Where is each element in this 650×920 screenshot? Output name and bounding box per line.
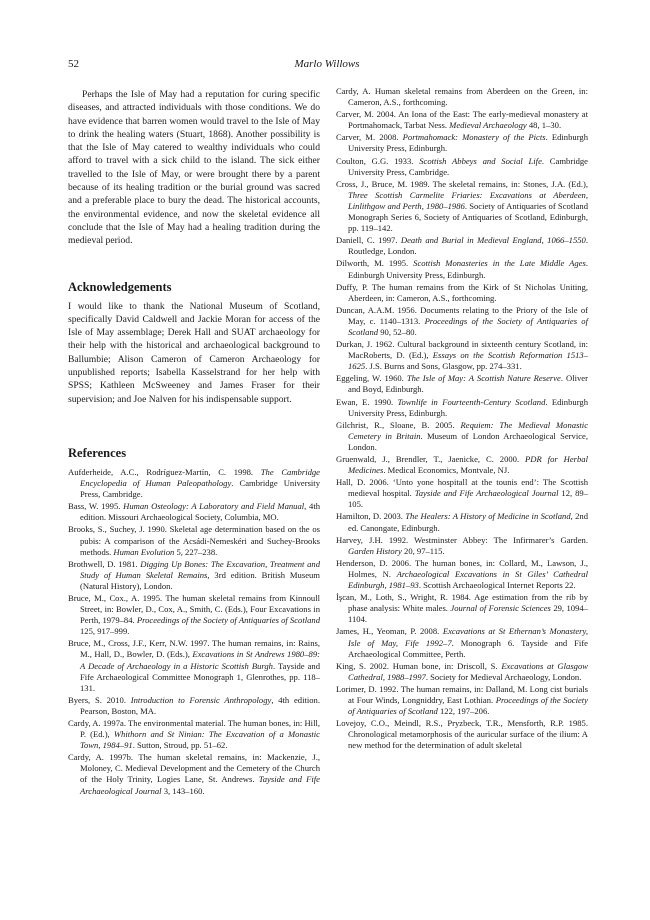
reference-entry [68, 501, 320, 523]
reference-text: Harvey, J.H. 1992. Westminster Abbey: The Infirmarer’s Garden. [336, 534, 588, 545]
reference-title: Requiem: The Medieval Monastic Cemetery in Britain [348, 419, 589, 441]
reference-title: Proceedings of the Society of Antiquaries of Scotland [348, 694, 588, 717]
reference-entry [68, 638, 320, 693]
reference-tail: . Oliver and Boyd, Edinburgh. [348, 373, 588, 395]
reference-entry [336, 109, 588, 131]
reference-text: Lorimer, D. 1992. The human remains, in: Dalland, M. Long cist burials at Four Winds, Longniddry, East Lothian. [336, 683, 588, 705]
reference-entry [336, 661, 588, 683]
reference-title: PDR for Herbal Medicines [348, 454, 588, 476]
reference-entry [336, 684, 588, 717]
acknowledgements-heading: Acknowledgements [68, 279, 172, 294]
reference-text: Carver, M. 2004. An Iona of the East: The early-medieval monastery at Portmahomack, Tarbat Ness. [336, 109, 588, 131]
reference-entry [68, 752, 320, 796]
reference-text: Henderson, D. 2006. The human bones, in: Collard, M., Lawson, J., Holmes, N. [336, 557, 588, 579]
references-heading: References [68, 445, 127, 460]
reference-entry [336, 511, 588, 533]
reference-entry [68, 559, 320, 592]
reference-title: Digging Up Bones: The Excavation, Treatment and Study of Human Skeletal Remains [80, 558, 321, 580]
reference-title: Three Scottish Carmelite Friaries: Excavations at Aberdeen, Linlithgow and Perth, 1980–1986 [348, 189, 588, 211]
reference-entry [336, 592, 588, 625]
reference-title: Human Osteology: A Laboratory and Field Manual [123, 501, 305, 512]
reference-entry [336, 132, 588, 154]
reference-title: Excavations at Glasgow Cathedral, 1988–1997 [348, 660, 588, 682]
reference-text: Bruce, M., Cox., A. 1995. The human skeletal remains from Kinnoull Street, in: Bowler, D., Cox, A., Smith, C. (Eds.), Four Excavations in Perth, 1979–84. [68, 592, 320, 626]
reference-text: Duffy, P. The human remains from the Kirk of St Nicholas Uniting, Aberdeen, in: Cameron, A.S., forthcoming. [336, 281, 588, 303]
reference-title: Excavations in St Andrews 1980–89: A Decade of Archaeology in a Historic Scottish Burgh [80, 649, 320, 671]
reference-text: Carver, M. 2008. [336, 132, 403, 143]
reference-entry [336, 282, 588, 304]
reference-tail: 29, 1094–1104. [348, 603, 588, 625]
page-number: 52 [68, 58, 79, 70]
reference-title: Introduction to Forensic Anthropology [130, 694, 272, 705]
reference-title: The Isle of May: A Scottish Nature Reserve [406, 373, 561, 384]
reference-entry [336, 156, 588, 178]
reference-text: Aufderheide, A.C., Rodríguez-Martín, C. 1998. [68, 466, 261, 477]
reference-text: Bass, W. 1995. [68, 501, 124, 512]
reference-entry [336, 454, 588, 476]
reference-tail: , 4th edition. Pearson, Boston, MA. [80, 694, 320, 716]
reference-text: Cardy, A. 1997b. The human skeletal remains, in: Mackenzie, J., Moloney, C. Medieval Development and the Cemetery of the Church of the Holy Trinity, Logies Lane, St. Andrews. [68, 752, 320, 785]
reference-title: Proceedings of the Society of Antiquaries of Scotland [136, 615, 321, 626]
reference-title: Tayside and Fife Archaeological Journal [414, 488, 559, 499]
reference-text: Durkan, J. 1962. Cultural background in sixteenth century Scotland, in: MacRoberts, D. (Ed.), [336, 339, 588, 361]
reference-text: Cardy, A. Human skeletal remains from Aberdeen on the Green, in: Cameron, A.S., forthcoming. [336, 86, 588, 108]
reference-text: İşcan, M., Loth, S., Wright, R. 1984. Age estimation from the rib by phase analysis: White males. [336, 592, 588, 614]
reference-tail: , 4th edition. Missouri Archaeological Society, Columbia, MO. [80, 501, 320, 523]
reference-text: Byers, S. 2010. [68, 694, 131, 705]
reference-tail: . Cambridge University Press, Cambridge. [80, 478, 320, 500]
reference-title: Medieval Archaeology [449, 120, 527, 131]
reference-tail: 20, 97–115. [401, 545, 445, 556]
reference-entry [336, 305, 588, 338]
reference-tail: 3, 143–160. [161, 785, 205, 796]
reference-entry [336, 258, 588, 280]
reference-text: Brooks, S., Suchey, J. 1990. Skeletal age determination based on the os pubis: A comparison of the Acsádi-Nemeskéri and Suchey-Brooks methods. [68, 524, 320, 557]
reference-tail: , 3rd edition. British Museum (Natural History), London. [80, 569, 320, 591]
reference-title: Portmahomack: Monastery of the Picts [402, 132, 546, 143]
references-list-right [336, 86, 588, 751]
reference-tail: . Edinburgh University Press, Edinburgh. [348, 396, 589, 418]
reference-title: Whithorn and St Ninian: The Excavation of a Monastic Town, 1984–91 [80, 729, 320, 751]
reference-entry [336, 397, 588, 419]
reference-title: Essays on the Scottish Reformation 1513–1625 [348, 350, 589, 372]
reference-text: Duncan, A.A.M. 1956. Documents relating to the Priory of the Isle of May, c. 1140–1313. [336, 304, 588, 326]
reference-tail: . Edinburgh University Press, Edinburgh. [348, 132, 588, 154]
reference-title: The Healers: A History of Medicine in Scotland [405, 511, 571, 522]
reference-entry [336, 477, 588, 510]
reference-tail: . Routledge, London. [348, 235, 588, 257]
reference-tail: . Scottish Archaeological Internet Reports 22. [418, 580, 576, 591]
reference-tail: , 2nd ed. Canongate, Edinburgh. [348, 511, 589, 533]
reference-entry [68, 524, 320, 557]
reference-entry [68, 593, 320, 637]
reference-tail: 12, 89–105. [348, 488, 588, 510]
reference-text: James, H., Yeoman, P. 2008. [336, 626, 443, 637]
reference-title: Death and Burial in Medieval England, 1066–1550 [400, 235, 586, 246]
reference-title: Scottish Abbeys and Social Life [419, 155, 542, 166]
reference-entry [336, 86, 588, 108]
reference-text: Bruce, M., Cross, J.F., Kerr, N.W. 1997. The human remains, in: Rains, M., Hall, D., Bowler, D. (Eds.), [68, 638, 320, 660]
reference-tail: . Sutton, Stroud, pp. 51–62. [132, 740, 228, 751]
reference-entry [336, 339, 588, 372]
reference-title: Garden History [348, 545, 402, 556]
reference-entry [68, 695, 320, 717]
reference-tail: . Society of Antiquaries of Scotland Monograph Series 6, Society of Antiquaries of Scotland, Edinburgh, pp. 119–142. [348, 200, 588, 234]
reference-tail: 125, 917–999. [80, 626, 130, 637]
reference-entry [68, 718, 320, 751]
reference-tail: . Medical Economics, Montvale, NJ. [383, 465, 510, 476]
reference-title: Townlife in Fourteenth-Century Scotland [397, 396, 546, 407]
reference-text: Hall, D. 2006. ‘Unto yone hospitall at the tounis end’: The Scottish medieval hospital. [336, 477, 588, 499]
reference-text: Eggeling, W. 1960. [336, 373, 407, 384]
acknowledgements-text: I would like to thank the National Museum of Scotland, specifically David Caldwell and Jackie Moran for access of the Isle of May assemblage; Derek Hall and SUAT archaeology for their help with the historical and archaeological background to Ballumbie; Alison Cameron of Cameron Archaeology for unpublished reports; Isabella Kasselstrand for her help with SPSS; Kathleen McSweeney and James Fraser for their supervision; and Joe Nalven for his indispensable support. [68, 300, 320, 405]
reference-text: Gruenwald, J., Brendler, T., Jaenicke, C. 2000. [336, 454, 526, 464]
reference-entry [336, 535, 588, 557]
reference-tail: . Edinburgh University Press, Edinburgh. [348, 258, 588, 280]
reference-tail: 48, 1–30. [526, 120, 562, 131]
reference-text: Daniell, C. 1997. [336, 235, 401, 246]
left-column [68, 88, 320, 798]
reference-tail: 5, 227–238. [174, 546, 218, 557]
reference-text: King, S. 2002. Human bone, in: Driscoll, S. [336, 660, 502, 671]
reference-text: Cross, J., Bruce, M. 1989. The skeletal remains, in: Stones, J.A. (Ed.), [336, 178, 588, 189]
reference-entry [68, 467, 320, 500]
reference-tail: . Museum of London Archaeological Service, London. [348, 430, 588, 452]
reference-tail: . J.S. Burns and Sons, Glasgow, pp. 274–331. [365, 361, 522, 372]
reference-tail: . Tayside and Fife Archaeological Committee Monograph 1, Glenrothes, pp. 118–131. [80, 660, 320, 693]
reference-entry [336, 558, 588, 591]
references-list-left [68, 467, 320, 797]
reference-title: Archaeological Excavations in St Giles’ Cathedral Edinburgh, 1981–93 [348, 568, 588, 591]
reference-title: The Cambridge Encyclopedia of Human Paleopathology [80, 466, 320, 489]
reference-tail: 90, 52–80. [378, 326, 417, 337]
right-column [336, 86, 588, 752]
reference-tail: 122, 197–206. [437, 706, 490, 717]
reference-tail: . Monograph 6. Tayside and Fife Archaeological Committee, Perth. [348, 637, 588, 659]
reference-title: Scottish Monasteries in the Late Middle Ages [413, 258, 586, 269]
reference-text: Lovejoy, C.O., Meindl, R.S., Pryzbeck, T.R., Mensforth, R.P. 1985. Chronological metamorphosis of the auricular surface of the ilium: A new method for the determination of adult skeletal [336, 718, 588, 751]
reference-text: Dilworth, M. 1995. [336, 258, 414, 269]
reference-title: Proceedings of the Society of Antiquaries of Scotland [348, 315, 588, 337]
reference-title: Human Evolution [113, 546, 175, 557]
reference-title: Journal of Forensic Sciences [450, 603, 551, 614]
reference-title: Excavations at St Ethernan’s Monastery, Isle of May, Fife 1992–7 [348, 626, 588, 648]
running-head: Marlo Willows [294, 58, 360, 70]
reference-entry [336, 420, 588, 453]
reference-text: Cardy, A. 1997a. The environmental material. The human bones, in: Hill, P. (Ed.), [68, 718, 320, 740]
reference-entry [336, 718, 588, 751]
reference-tail: . Cambridge University Press, Cambridge. [348, 155, 588, 177]
reference-entry [336, 235, 588, 257]
body-paragraph: Perhaps the Isle of May had a reputation for curing specific diseases, and attracted individuals with those conditions. We do have evidence that barren women would travel to the Isle of May to drink the healing waters (Stuart, 1868). Another possibility is that the Isle of May catered to wealthy individuals who could afford to travel with a sick child to the island. The sick either travelled to the Isle of May, or were brought there by a parent because of its healing tradition or the burial ground was sacred and a preferable place to bury the dead. The historical accounts, the environmental evidence, and now the skeletal evidence all conclude that the Isle of May had a healing tradition during the medieval period. [68, 89, 320, 247]
reference-text: Ewan, E. 1990. [336, 396, 398, 407]
reference-entry [336, 373, 588, 395]
reference-entry [336, 626, 588, 659]
reference-entry [336, 179, 588, 234]
page-header [68, 58, 586, 74]
reference-text: Hamilton, D. 2003. [336, 511, 406, 522]
reference-title: Tayside and Fife Archaeological Journal [80, 774, 320, 796]
reference-text: Brothwell, D. 1981. [68, 558, 141, 569]
reference-text: Coulton, G.G. 1933. [336, 155, 420, 166]
reference-tail: . Society for Medieval Archaeology, London. [425, 671, 582, 682]
reference-text: Gilchrist, R., Sloane, B. 2005. [336, 419, 461, 430]
